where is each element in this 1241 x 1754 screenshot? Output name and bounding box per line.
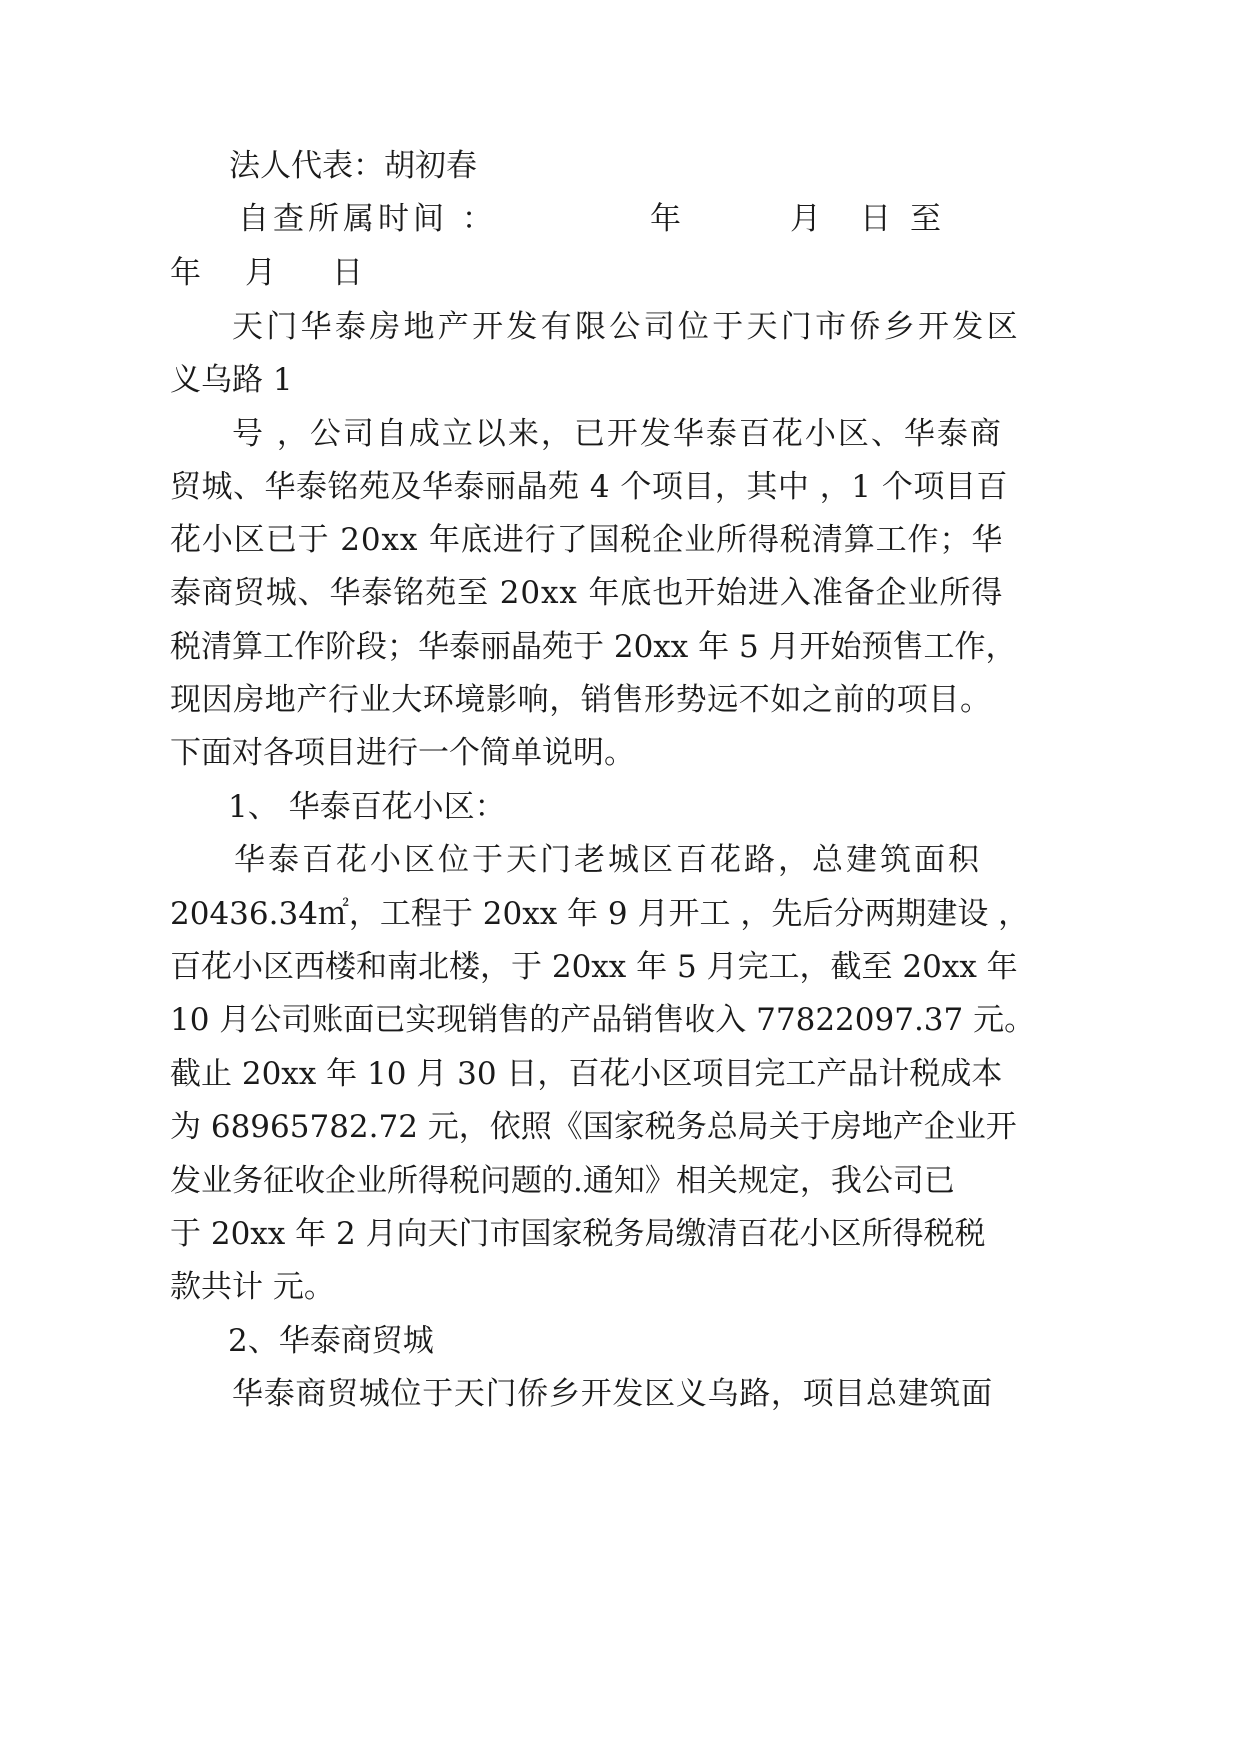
section-1-paragraph-line (0, 1097, 1241, 1157)
paragraph-text: 贸城、华泰铭苑及华泰丽晶苑 4 个项目，其中 ，1 个项目百 (170, 469, 1008, 505)
period-day-1: 日 (860, 201, 891, 237)
intro-paragraph-line (0, 350, 1241, 410)
intro-paragraph-line (0, 617, 1241, 677)
section-1-paragraph-line (0, 1151, 1241, 1211)
paragraph-text: 于 20xx 年 2 月向天门市国家税务局缴清百花小区所得税税 (170, 1216, 986, 1252)
self-check-period-line (0, 189, 1241, 249)
paragraph-text: 为 68965782.72 元，依照《国家税务总局关于房地产企业开 (170, 1109, 1017, 1145)
section-2-heading: 2、华泰商贸城 (228, 1323, 434, 1359)
intro-paragraph-line (0, 297, 1241, 357)
paragraph-text: 百花小区西楼和南北楼，于 20xx 年 5 月完工，截至 20xx 年 (170, 949, 1018, 985)
section-2-paragraph-line (0, 1364, 1241, 1424)
paragraph-text: 截止 20xx 年 10 月 30 日，百花小区项目完工产品计税成本 (170, 1056, 1003, 1092)
period-month-2: 月 (245, 255, 276, 291)
intro-paragraph-line (0, 510, 1241, 570)
section-1-paragraph-line (0, 1204, 1241, 1264)
section-1-paragraph-line (0, 1044, 1241, 1104)
paragraph-text: 华泰商贸城位于天门侨乡开发区义乌路，项目总建筑面 (232, 1376, 993, 1412)
paragraph-text: 下面对各项目进行一个简单说明。 (170, 735, 635, 771)
paragraph-text: 义乌路 1 (170, 362, 293, 398)
section-1-paragraph-line (0, 990, 1241, 1050)
paragraph-text: 税清算工作阶段；华泰丽晶苑于 20xx 年 5 月开始预售工作， (170, 629, 1017, 665)
section-heading-line (0, 777, 1241, 837)
section-1-paragraph-line (0, 937, 1241, 997)
section-1-heading: 1、 华泰百花小区： (228, 789, 506, 825)
period-label: 自查所属时间 ： (238, 201, 497, 237)
intro-paragraph-line (0, 404, 1241, 464)
intro-paragraph-line (0, 563, 1241, 623)
paragraph-text: 款共计 元。 (170, 1269, 335, 1305)
section-1-paragraph-line (0, 1257, 1241, 1317)
period-year-1: 年 (650, 201, 681, 237)
period-month-1: 月 (790, 201, 821, 237)
paragraph-text: 20436.34㎡，工程于 20xx 年 9 月开工 ，先后分两期建设 ， (170, 896, 1030, 932)
period-year-2: 年 (170, 255, 201, 291)
period-end-line (0, 243, 1241, 303)
paragraph-text: 号 ，公司自成立以来，已开发华泰百花小区、华泰商 (232, 416, 1003, 452)
intro-paragraph-line (0, 457, 1241, 517)
section-1-paragraph-line (0, 884, 1241, 944)
period-day-2: 日 (332, 255, 363, 291)
paragraph-text: 发业务征收企业所得税问题的.通知》相关规定，我公司已 (170, 1163, 955, 1199)
legal-representative-line (0, 136, 1241, 196)
paragraph-text: 10 月公司账面已实现销售的产品销售收入 77822097.37 元。 (170, 1002, 1036, 1038)
paragraph-text: 花小区已于 20xx 年底进行了国税企业所得税清算工作；华 (170, 522, 1004, 558)
section-heading-line (0, 1311, 1241, 1371)
intro-paragraph-line (0, 723, 1241, 783)
intro-paragraph-line (0, 670, 1241, 730)
paragraph-text: 天门华泰房地产开发有限公司位于天门市侨乡开发区 (232, 309, 1021, 345)
paragraph-text: 泰商贸城、华泰铭苑至 20xx 年底也开始进入准备企业所得 (170, 575, 1004, 611)
section-1-paragraph-line (0, 830, 1241, 890)
paragraph-text: 现因房地产行业大环境影响，销售形势远不如之前的项目。 (170, 682, 992, 718)
legal-representative: 法人代表：胡初春 (229, 148, 477, 184)
period-to: 至 (910, 201, 941, 237)
paragraph-text: 华泰百花小区位于天门老城区百花路，总建筑面积 (234, 842, 982, 878)
